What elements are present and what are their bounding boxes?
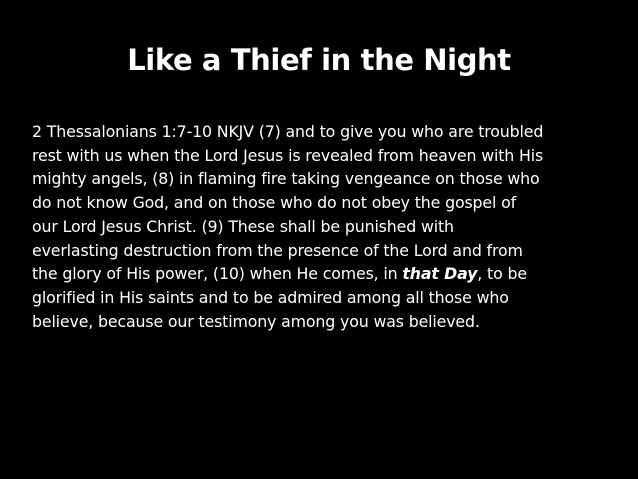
passage-line: rest with us when the Lord Jesus is revealed from heaven with His (32, 145, 544, 165)
passage-line (32, 262, 632, 286)
scripture-passage (32, 120, 632, 333)
passage-line: 2 Thessalonians 1:7-10 NKJV (7) and to give you who are troubled (32, 122, 544, 141)
passage-text: , to be (477, 264, 527, 284)
passage-line: do not know God, and on those who do not obey the gospel of (32, 193, 517, 213)
passage-line: everlasting destruction from the presence of the Lord and from (32, 240, 523, 260)
emphasized-phrase: that Day (402, 264, 478, 284)
passage-line: glorified in His saints and to be admired among all those who (32, 287, 509, 307)
passage-line: believe, because our testimony among you was believed. (32, 311, 480, 331)
slide-title: Like a Thief in the Night (127, 43, 511, 77)
passage-text: the glory of His power, (10) when He comes, in (32, 264, 403, 284)
passage-line: our Lord Jesus Christ. (9) These shall be punished with (32, 216, 454, 236)
passage-line: mighty angels, (8) in flaming fire taking vengeance on those who (32, 169, 540, 189)
